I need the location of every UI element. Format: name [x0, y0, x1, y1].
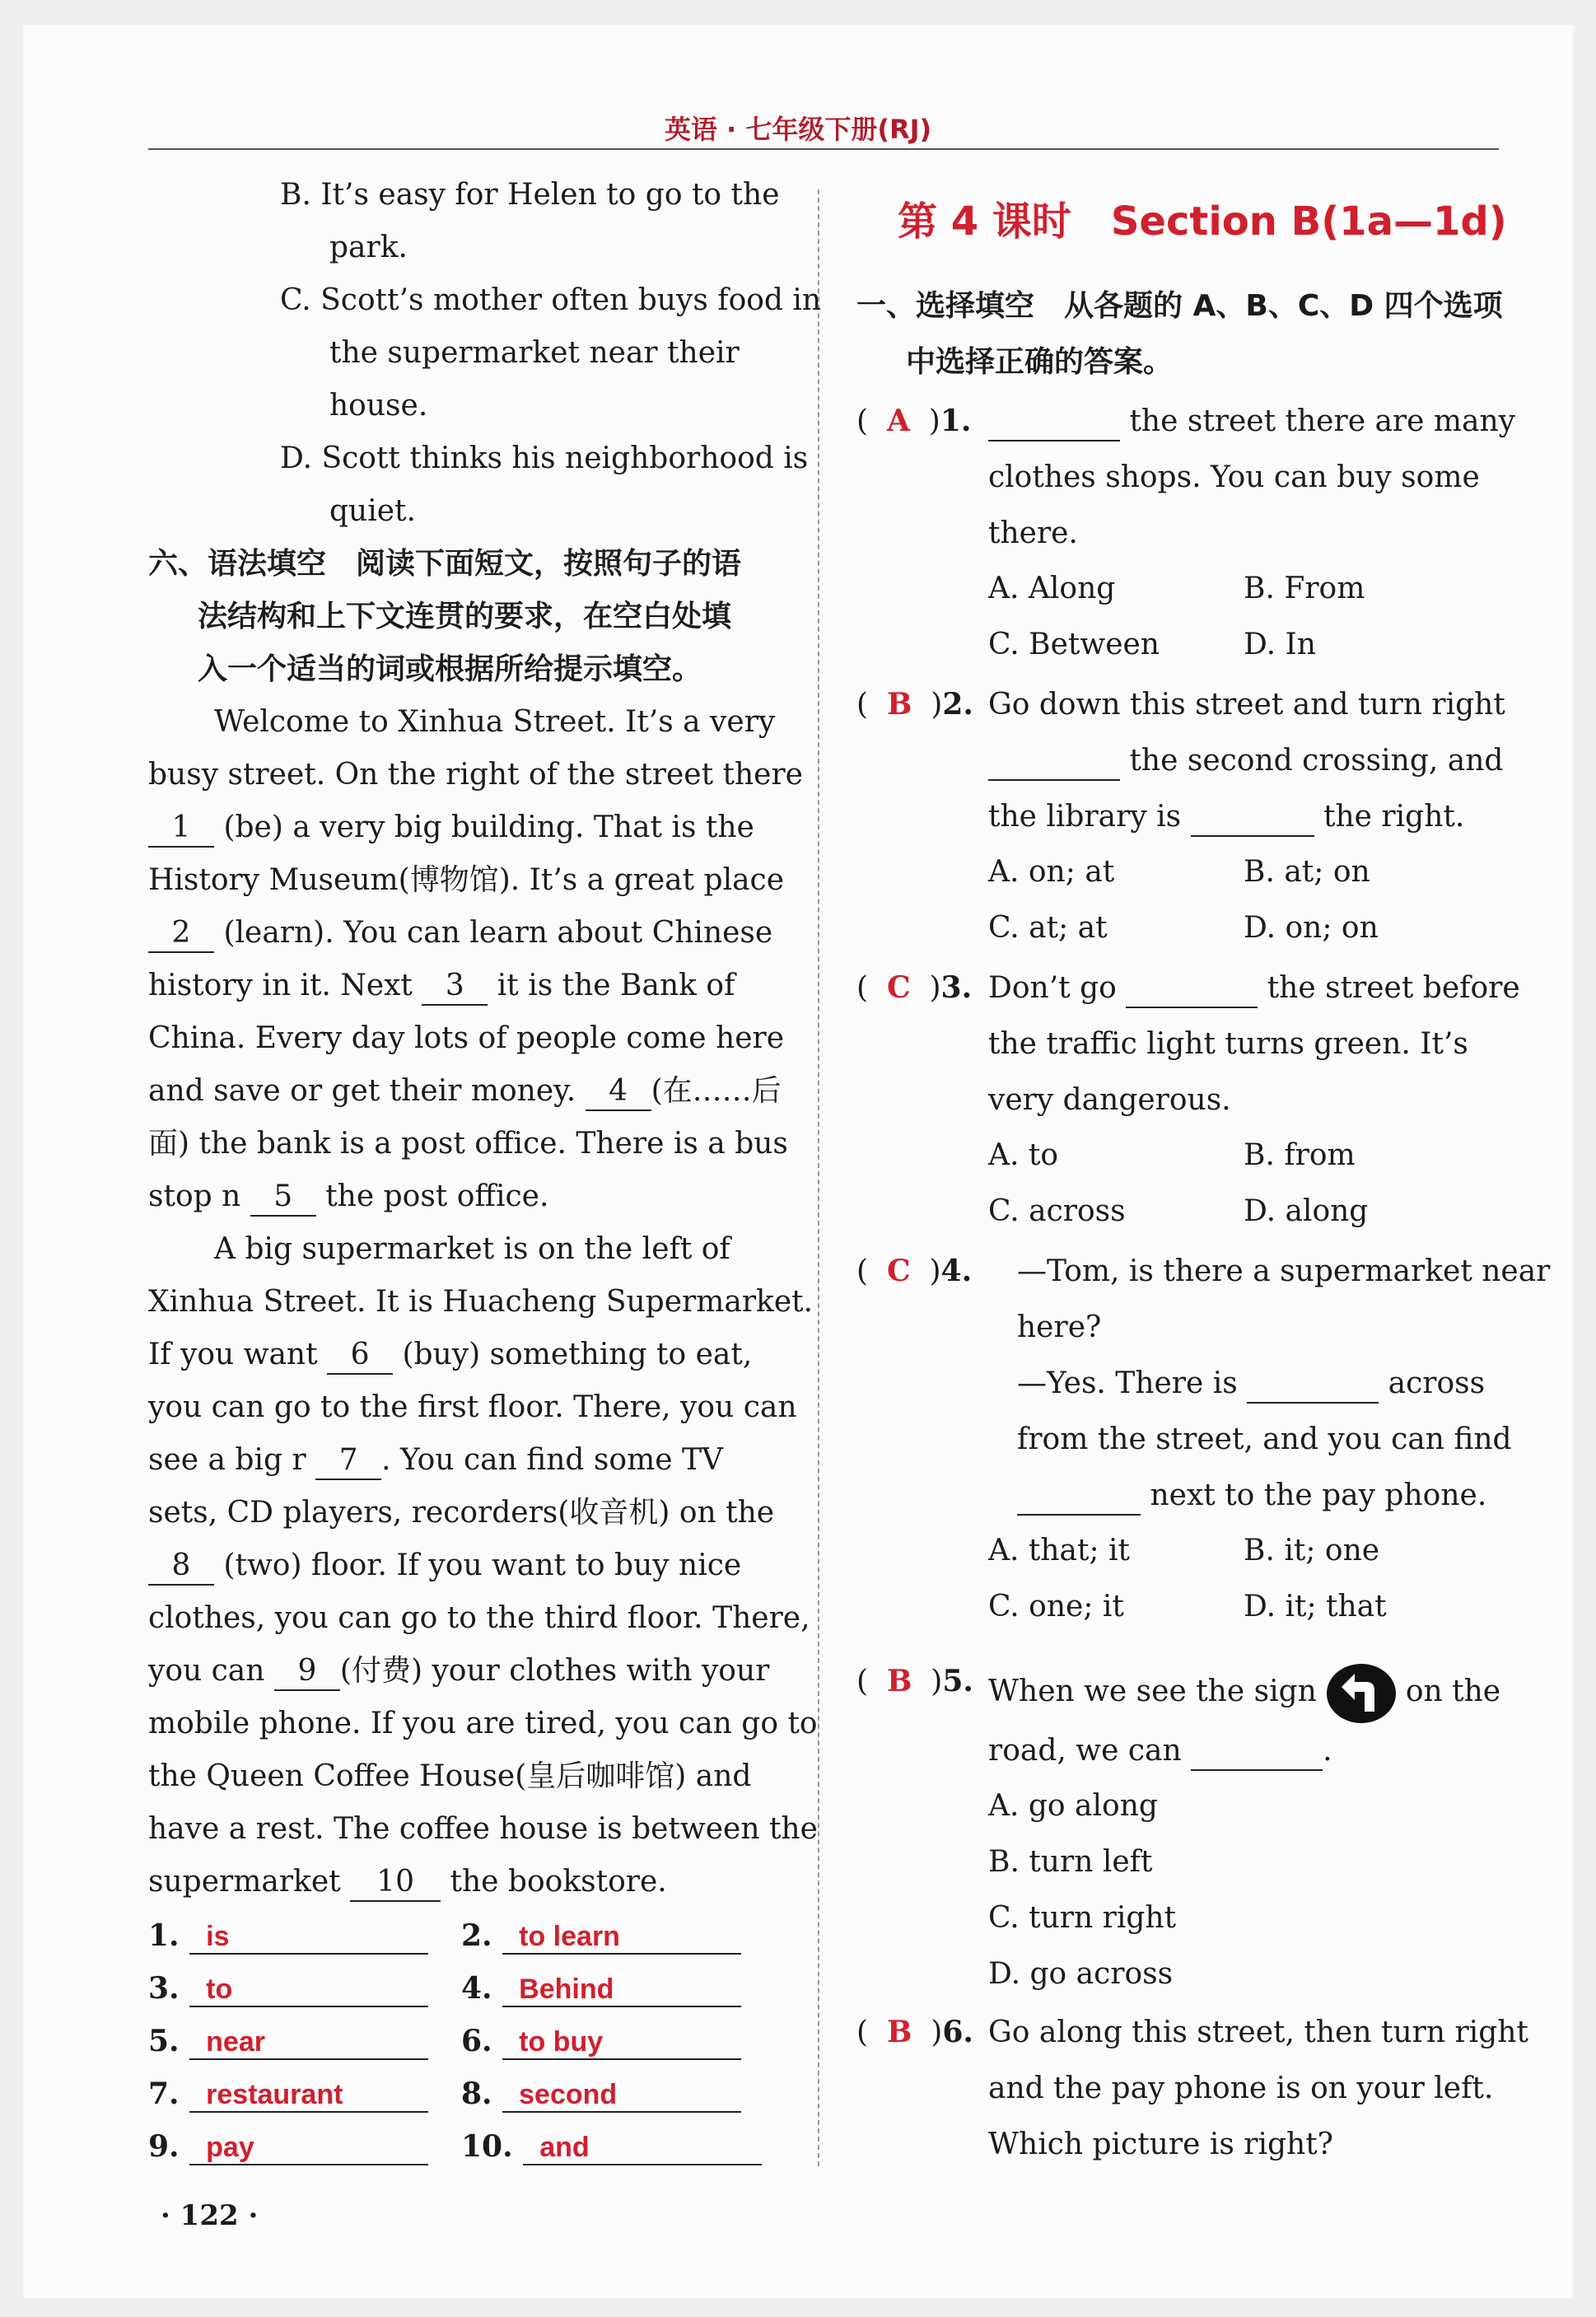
blank-1[interactable]: 1 [148, 810, 214, 848]
question-3-blank[interactable] [1126, 970, 1258, 1008]
option-d: D. Scott thinks his neighborhood is [280, 441, 809, 475]
option-c-cont2: house. [329, 389, 428, 423]
question-5-option[interactable]: C. turn right [988, 1901, 1177, 1935]
passage-line: 1 (be) a very big building. That is the [148, 810, 754, 848]
passage-line: 8 (two) floor. If you want to buy nice [148, 1548, 741, 1586]
answer-3: 3. to [148, 1971, 428, 2007]
section6-heading-3: 入一个适当的词或根据所给提示填空。 [198, 652, 702, 686]
passage-line: 面) the bank is a post office. There is a bus [148, 1127, 788, 1161]
question-4-blank[interactable] [1247, 1366, 1379, 1404]
question-5-answer: ( B )5. [856, 1664, 973, 1698]
question-2-blank[interactable] [1191, 799, 1314, 837]
passage-line: the Queen Coffee House(皇后咖啡馆) and [148, 1759, 752, 1793]
question-5-blank[interactable] [1191, 1733, 1323, 1771]
question-4-line: from the street, and you can find [1017, 1422, 1512, 1456]
answer-9: 9. pay [148, 2129, 428, 2165]
question-5-line: road, we can . [988, 1733, 1332, 1771]
question-2-option[interactable]: B. at; on [1244, 855, 1370, 889]
question-1-option[interactable]: D. In [1244, 628, 1316, 661]
question-2-line: the second crossing, and [988, 743, 1503, 781]
question-2-line: the library is the right. [988, 799, 1464, 837]
section1-heading-1: 一、选择填空 从各题的 A、B、C、D 四个选项 [856, 289, 1503, 323]
lesson-title: 第 4 课时 Section B(1a—1d) [898, 199, 1507, 245]
question-1-option[interactable]: C. Between [988, 628, 1160, 661]
passage-line: supermarket 10 the bookstore. [148, 1864, 667, 1902]
question-2-answer: ( B )2. [856, 687, 973, 722]
passage-line: stop n 5 the post office. [148, 1179, 548, 1217]
passage-line: sets, CD players, recorders(收音机) on the [148, 1496, 775, 1530]
option-b-cont: park. [329, 231, 408, 264]
passage-line: Xinhua Street. It is Huacheng Supermarket. [148, 1285, 814, 1319]
option-c: C. Scott’s mother often buys food in [280, 283, 822, 317]
answer-6: 6. to buy [461, 2024, 741, 2060]
question-5-option[interactable]: B. turn left [988, 1845, 1153, 1879]
blank-2[interactable]: 2 [148, 915, 214, 953]
passage-line: A big supermarket is on the left of [214, 1232, 730, 1266]
question-6-line: Which picture is right? [988, 2128, 1333, 2161]
question-2-line: Go down this street and turn right [988, 688, 1505, 722]
question-3-line: Don’t go the street before [988, 970, 1520, 1008]
answer-7: 7. restaurant [148, 2076, 428, 2113]
question-4-answer: ( C )4. [856, 1254, 973, 1288]
blank-4[interactable]: 4 [586, 1073, 651, 1111]
question-2-blank[interactable] [988, 743, 1120, 781]
answer-1: 1. is [148, 1918, 428, 1955]
passage-line: History Museum(博物馆). It’s a great place [148, 863, 785, 897]
question-4-option[interactable]: C. one; it [988, 1590, 1124, 1623]
question-3-option[interactable]: C. across [988, 1194, 1126, 1228]
turn-left-sign-icon [1327, 1664, 1396, 1723]
page-number: · 122 · [161, 2199, 259, 2232]
answer-2: 2. to learn [461, 1918, 741, 1955]
question-1-blank[interactable] [988, 404, 1120, 441]
question-4-option[interactable]: A. that; it [988, 1534, 1131, 1567]
option-c-cont: the supermarket near their [329, 336, 740, 370]
question-1-option[interactable]: A. Along [988, 572, 1116, 605]
blank-9[interactable]: 9 [274, 1653, 340, 1691]
blank-10[interactable]: 10 [350, 1864, 441, 1902]
question-3-option[interactable]: A. to [988, 1138, 1059, 1172]
question-1-line: the street there are many [988, 404, 1515, 441]
section6-heading-2: 法结构和上下文连贯的要求，在空白处填 [198, 600, 732, 633]
question-4-option[interactable]: B. it; one [1244, 1534, 1380, 1567]
question-3-line: very dangerous. [988, 1083, 1231, 1117]
passage-line: you can go to the first floor. There, you can [148, 1390, 797, 1424]
question-4-line: —Yes. There is across [1017, 1366, 1485, 1404]
question-4-option[interactable]: D. it; that [1244, 1590, 1387, 1623]
passage-line: have a rest. The coffee house is between the [148, 1812, 818, 1846]
question-3-answer: ( C )3. [856, 970, 973, 1005]
question-1-option[interactable]: B. From [1244, 572, 1365, 605]
question-2-option[interactable]: C. at; at [988, 911, 1108, 945]
passage-line: clothes, you can go to the third floor. There, [148, 1601, 810, 1635]
question-1-answer: ( A )1. [856, 404, 972, 438]
passage-line: and save or get their money. 4 (在……后 [148, 1073, 782, 1111]
question-6-answer: ( B )6. [856, 2015, 973, 2049]
question-2-option[interactable]: A. on; at [988, 855, 1115, 889]
passage-line: If you want 6 (buy) something to eat, [148, 1337, 752, 1375]
passage-line: China. Every day lots of people come here [148, 1021, 785, 1055]
question-4-line: —Tom, is there a supermarket near [1017, 1254, 1551, 1288]
question-3-option[interactable]: D. along [1244, 1194, 1369, 1228]
question-2-option[interactable]: D. on; on [1244, 911, 1379, 945]
blank-7[interactable]: 7 [315, 1442, 381, 1480]
header-rule [148, 148, 1499, 150]
question-5-option[interactable]: D. go across [988, 1957, 1174, 1991]
passage-line: busy street. On the right of the street there [148, 758, 803, 792]
section1-heading-2: 中选择正确的答案。 [906, 345, 1174, 379]
answer-10: 10. and [461, 2129, 762, 2165]
passage-line: you can 9 (付费) your clothes with your [148, 1653, 769, 1691]
question-3-option[interactable]: B. from [1244, 1138, 1356, 1172]
question-6-line: and the pay phone is on your left. [988, 2072, 1494, 2105]
blank-3[interactable]: 3 [422, 968, 488, 1006]
column-divider [818, 189, 819, 2166]
blank-5[interactable]: 5 [250, 1179, 316, 1217]
question-6-line: Go along this street, then turn right [988, 2016, 1528, 2049]
question-5-line: When we see the sign on the [988, 1664, 1500, 1723]
answer-8: 8. second [461, 2076, 741, 2113]
passage-line: see a big r 7 . You can find some TV [148, 1442, 723, 1480]
passage-line: history in it. Next 3 it is the Bank of [148, 968, 735, 1006]
question-3-line: the traffic light turns green. It’s [988, 1027, 1468, 1061]
question-1-line: there. [988, 516, 1078, 550]
answer-4: 4. Behind [461, 1971, 741, 2007]
question-1-line: clothes shops. You can buy some [988, 460, 1480, 494]
blank-6[interactable]: 6 [327, 1337, 393, 1375]
header-title: 英语 · 七年级下册(RJ) [664, 114, 932, 145]
option-d-cont: quiet. [329, 494, 416, 528]
section6-heading-1: 六、语法填空 阅读下面短文，按照句子的语 [148, 547, 742, 581]
blank-8[interactable]: 8 [148, 1548, 214, 1586]
question-4-blank[interactable] [1017, 1478, 1141, 1516]
question-4-line: here? [1017, 1310, 1102, 1344]
option-b: B. It’s easy for Helen to go to the [280, 178, 780, 212]
question-4-line: next to the pay phone. [1017, 1478, 1486, 1516]
question-5-option[interactable]: A. go along [988, 1789, 1158, 1823]
passage-line: mobile phone. If you are tired, you can go to [148, 1707, 818, 1740]
passage-line: Welcome to Xinhua Street. It’s a very [214, 705, 776, 739]
answer-5: 5. near [148, 2024, 428, 2060]
passage-line: 2 (learn). You can learn about Chinese [148, 915, 772, 953]
